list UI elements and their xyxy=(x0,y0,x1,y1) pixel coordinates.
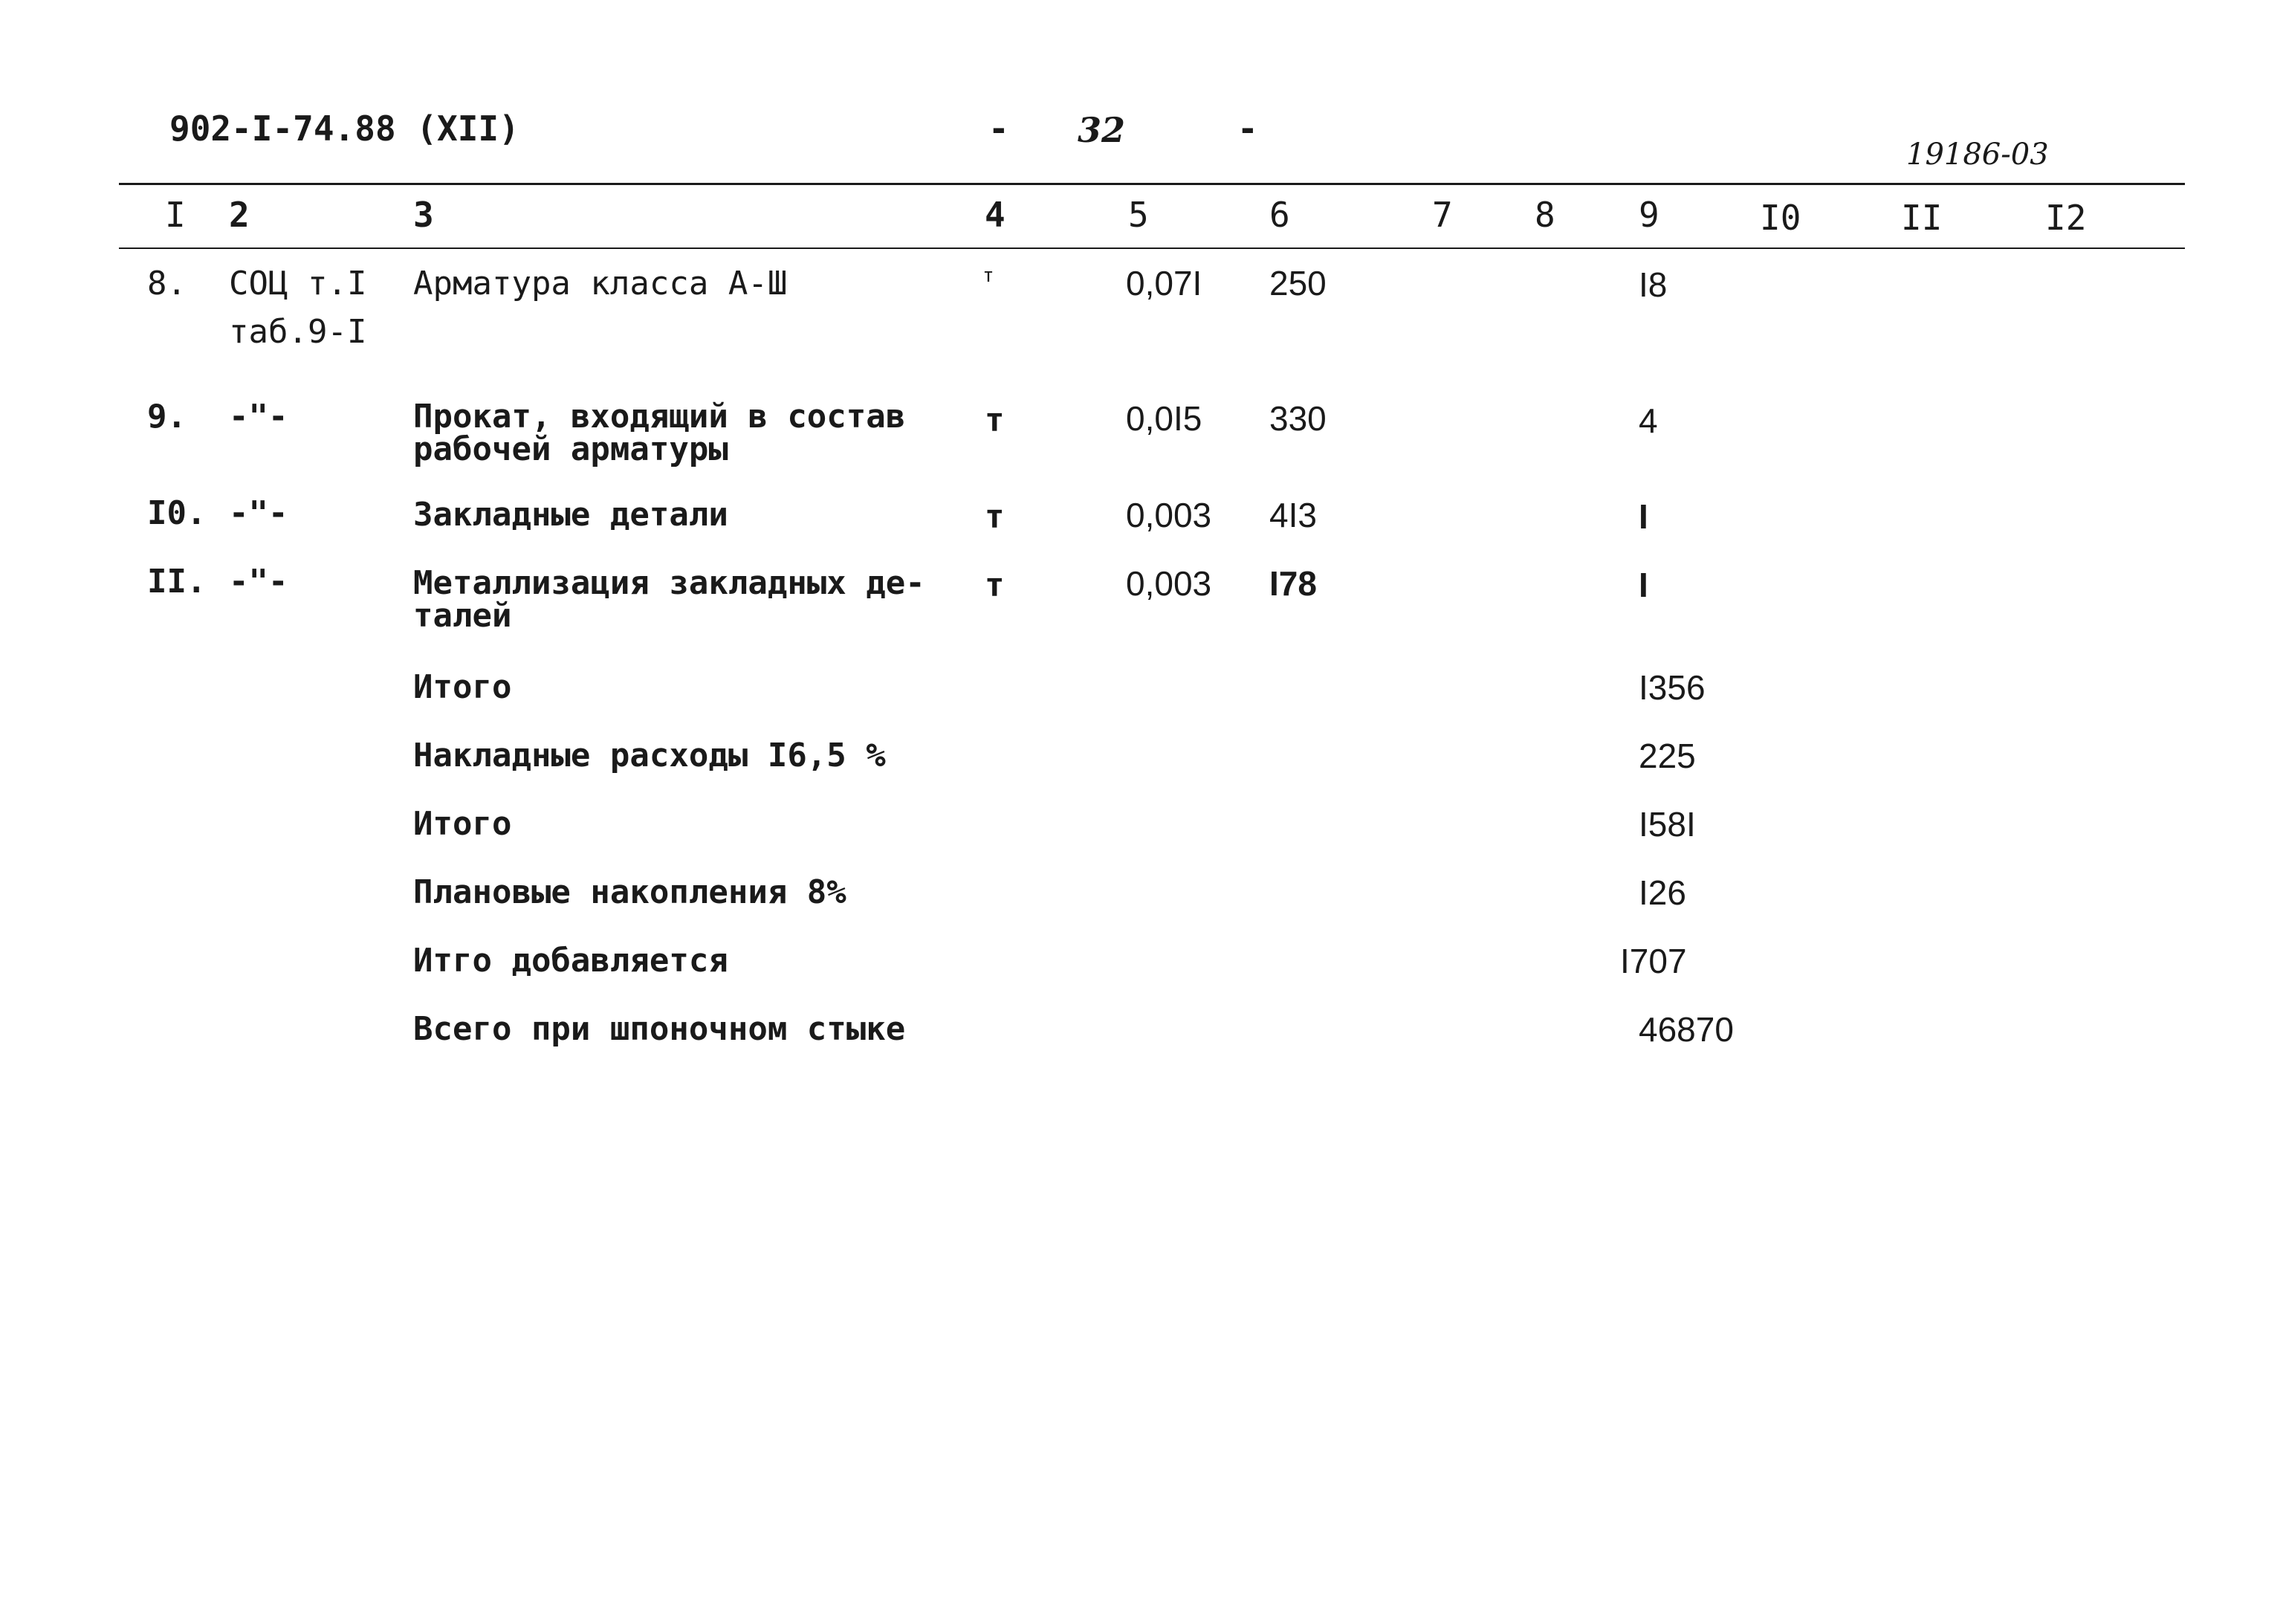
row-number: 9. xyxy=(147,398,187,436)
totals-value-added: I707 xyxy=(1620,942,1687,980)
row-col6: 4I3 xyxy=(1269,496,1317,534)
column-header-10: I0 xyxy=(1760,198,1801,238)
row-unit: т xyxy=(985,566,1005,604)
row-reference: -"- xyxy=(229,398,288,436)
totals-value-overhead: 225 xyxy=(1639,737,1696,775)
row-col5: 0,0I5 xyxy=(1126,399,1202,438)
totals-value-subtotal: I356 xyxy=(1639,668,1706,707)
row-unit: т xyxy=(982,265,994,287)
row-col5: 0,003 xyxy=(1126,496,1212,534)
row-reference: -"- xyxy=(229,494,288,532)
totals-value-planned-savings: I26 xyxy=(1639,873,1686,912)
row-number: 8. xyxy=(147,265,187,303)
row-col6: I78 xyxy=(1269,564,1317,603)
totals-label-grand-total: Всего при шпоночном стыке xyxy=(413,1010,906,1048)
row-col5: 0,07I xyxy=(1126,264,1202,303)
row-name: Прокат, входящий в состав xyxy=(413,398,906,436)
page-number: 32 xyxy=(1078,110,1126,150)
column-header-2: 2 xyxy=(229,195,250,235)
row-col9: I xyxy=(1639,497,1648,536)
document-code: 902-I-74.88 (XII) xyxy=(169,109,519,149)
column-header-6: 6 xyxy=(1269,195,1290,235)
table-top-rule xyxy=(119,183,2185,185)
totals-value-grand-total: 46870 xyxy=(1639,1010,1734,1049)
archive-stamp: 19186-03 xyxy=(1906,138,2049,172)
row-unit: т xyxy=(985,498,1005,536)
totals-label-planned-savings: Плановые накопления 8% xyxy=(413,873,846,911)
row-number: II. xyxy=(147,563,207,601)
row-col9: I xyxy=(1639,566,1648,604)
page-dash-right: - xyxy=(1237,109,1258,149)
row-name-line2: талей xyxy=(413,597,512,635)
column-header-8: 8 xyxy=(1535,195,1555,235)
column-header-9: 9 xyxy=(1639,195,1659,235)
row-reference: СОЦ т.I xyxy=(229,265,367,303)
row-reference: -"- xyxy=(229,563,288,601)
row-col6: 250 xyxy=(1269,264,1327,303)
row-col6: 330 xyxy=(1269,399,1327,438)
page-dash-left: - xyxy=(988,109,1009,149)
row-name: Закладные детали xyxy=(413,496,728,534)
totals-label-subtotal: Итого xyxy=(413,668,512,706)
row-unit: т xyxy=(985,401,1005,439)
row-col9: 4 xyxy=(1639,401,1658,440)
row-name: Арматура класса А-Ш xyxy=(413,265,788,303)
row-reference-line2: таб.9-I xyxy=(229,313,367,351)
row-name-line2: рабочей арматуры xyxy=(413,430,728,468)
column-header-11: II xyxy=(1901,198,1943,238)
column-header-3: 3 xyxy=(413,195,434,235)
column-header-7: 7 xyxy=(1432,195,1453,235)
totals-label-overhead: Накладные расходы I6,5 % xyxy=(413,737,886,774)
row-number: I0. xyxy=(147,494,207,532)
column-header-12: I2 xyxy=(2045,198,2087,238)
column-header-1: I xyxy=(165,195,186,235)
totals-value-subtotal-2: I58I xyxy=(1639,805,1696,844)
column-header-5: 5 xyxy=(1128,195,1149,235)
column-header-4: 4 xyxy=(985,195,1006,235)
row-name: Металлизация закладных де- xyxy=(413,564,925,602)
table-header-rule xyxy=(119,248,2185,249)
totals-label-added: Итго добавляется xyxy=(413,942,728,980)
totals-label-subtotal-2: Итого xyxy=(413,805,512,843)
row-col5: 0,003 xyxy=(1126,564,1212,603)
row-col9: I8 xyxy=(1639,265,1668,304)
